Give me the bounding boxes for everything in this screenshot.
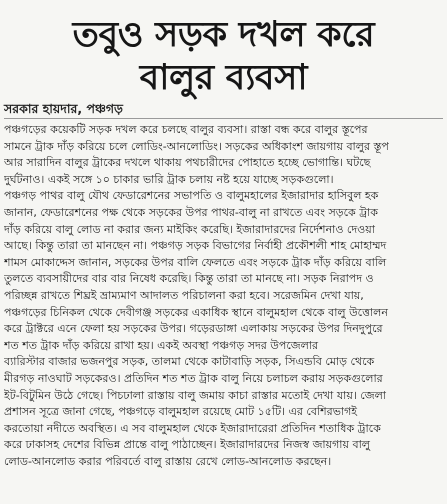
article-line: সামনে ট্রাক দাঁড় করিয়ে চলে লোডিং-আনলোডিং। সড়কের অধিকাংশ জায়গায় বালুর স্তূপ <box>4 139 389 153</box>
article-line: পঞ্চগড়ের চিনিকল থেকে দেবীগঞ্জ সড়কের একাধিক স্থানে বালুমহাল থেকে বালু উত্তোলন <box>4 305 388 319</box>
article-body <box>4 122 442 470</box>
article-line: মীরগড় নাওঘাট সড়কেরও। প্রতিদিন শত শত ট্রাক বালু নিয়ে চলাচল করায় সড়কগুলোর <box>4 371 383 385</box>
article-line: ব্যারিস্টার বাজার ভজনপুর সড়ক, তালমা থেকে কাটাবাড়ি সড়ক, সিএন্ডবি মোড় থেকে <box>4 355 375 369</box>
article-line: আর সারাদিন বালুর ট্রাকের দখলে থাকায় পথচারীদের পোহাতে হচ্ছে ভোগান্তি। ঘটছে <box>4 156 371 170</box>
article-line: দাঁড় করিয়ে বালু লোড না করার জন্য মাইকিং করেছি। ইজারাদারদের নির্দেশনাও দেওয়া <box>4 222 375 236</box>
article-line: পঞ্চগড় পাথর বালু যৌথ ফেডারেশনের সভাপতি ও বালুমহালের ইজারাদার হাসিবুল হক <box>4 189 379 203</box>
headline-line-2: বালুর ব্যবসা <box>139 58 308 98</box>
article-line: শামস মোকাদ্দেস জানান, সড়কের উপর বালি ফেলতে এবং সড়কে ট্রাক দাঁড় করিয়ে বালি <box>4 255 387 269</box>
article-line: করে ট্রাক্টরে এনে ফেলা হয় সড়কের উপর। গড়েরডাঙ্গা এলাকায় সড়কের উপর দিনদুপুরে <box>4 322 383 336</box>
article-line: লোড-আনলোড করার পরিবর্তে বালু রাস্তায় রেখে লোড-আনলোড করছেন। <box>4 454 332 468</box>
article-line: শত শত ট্রাক দাঁড় করিয়ে রাখা হয়। একই অবস্থা পঞ্চগড় সদর উপজেলার <box>4 338 319 352</box>
byline: সরকার হায়দার, পঞ্চগড় <box>4 101 123 116</box>
headline-line-1: তবুও সড়ক দখল করে <box>72 15 375 55</box>
article-line: পঞ্চগড়ের কয়েকটি সড়ক দখল করে চলছে বালুর ব্যবসা। রাস্তা বন্ধ করে বালুর স্তূপের <box>4 123 368 136</box>
article-line: পরিচ্ছন্ন রাখতে শিঘ্রই ভ্রাম্যমাণ আদালত পরিচালনা করা হবে। সরেজমিন দেখা যায়, <box>4 288 364 302</box>
article-line: তুলতে ব্যবসায়ীদের বার বার নিষেধ করেছি। কিন্তু তারা তা মানছে না। সড়ক নিরাপদ ও <box>4 272 374 286</box>
article-line: করতোয়া নদীতে অবস্থিত। এ সব বালুমহাল থেকে ইজারাদারেরা প্রতিদিন শতাধিক ট্রাকে <box>4 421 381 435</box>
byline-divider <box>4 118 443 119</box>
article-line: আছে। কিন্তু তারা তা মানছেন না। পঞ্চগড় সড়ক বিভাগের নির্বাহী প্রকৌশলী শাহ মোহাম্মদ <box>4 239 387 253</box>
article-line: জানান, ফেডারেশনের পক্ষ থেকে সড়কের উপর পাথর-বালু না রাখতে এবং সড়কে ট্রাক <box>4 205 378 219</box>
article-line: ইট-বিটুমিন উঠে গেছে। পিচঢালা রাস্তায় বালু জমায় কাচা রাস্তার মতোই দেখা যায়। জেলা <box>4 388 386 402</box>
article-line: দুর্ঘটনাও। একই সঙ্গে ১০ চাকার ভারি ট্রাক চলায় নষ্ট হয়ে যাচ্ছে সড়কগুলো। <box>4 172 334 186</box>
article-line: প্রশাসন সূত্রে জানা গেছে, পঞ্চগড়ে বালুমহাল রয়েছে মোট ১৫টি। এর বেশিরভাগই <box>4 405 358 419</box>
article-line: করে ঢাকাসহ দেশের বিভিন্ন প্রান্তে বালু পাঠাচ্ছেন। ইজারাদারদের নিজস্ব জায়গায় বালু <box>4 438 370 452</box>
